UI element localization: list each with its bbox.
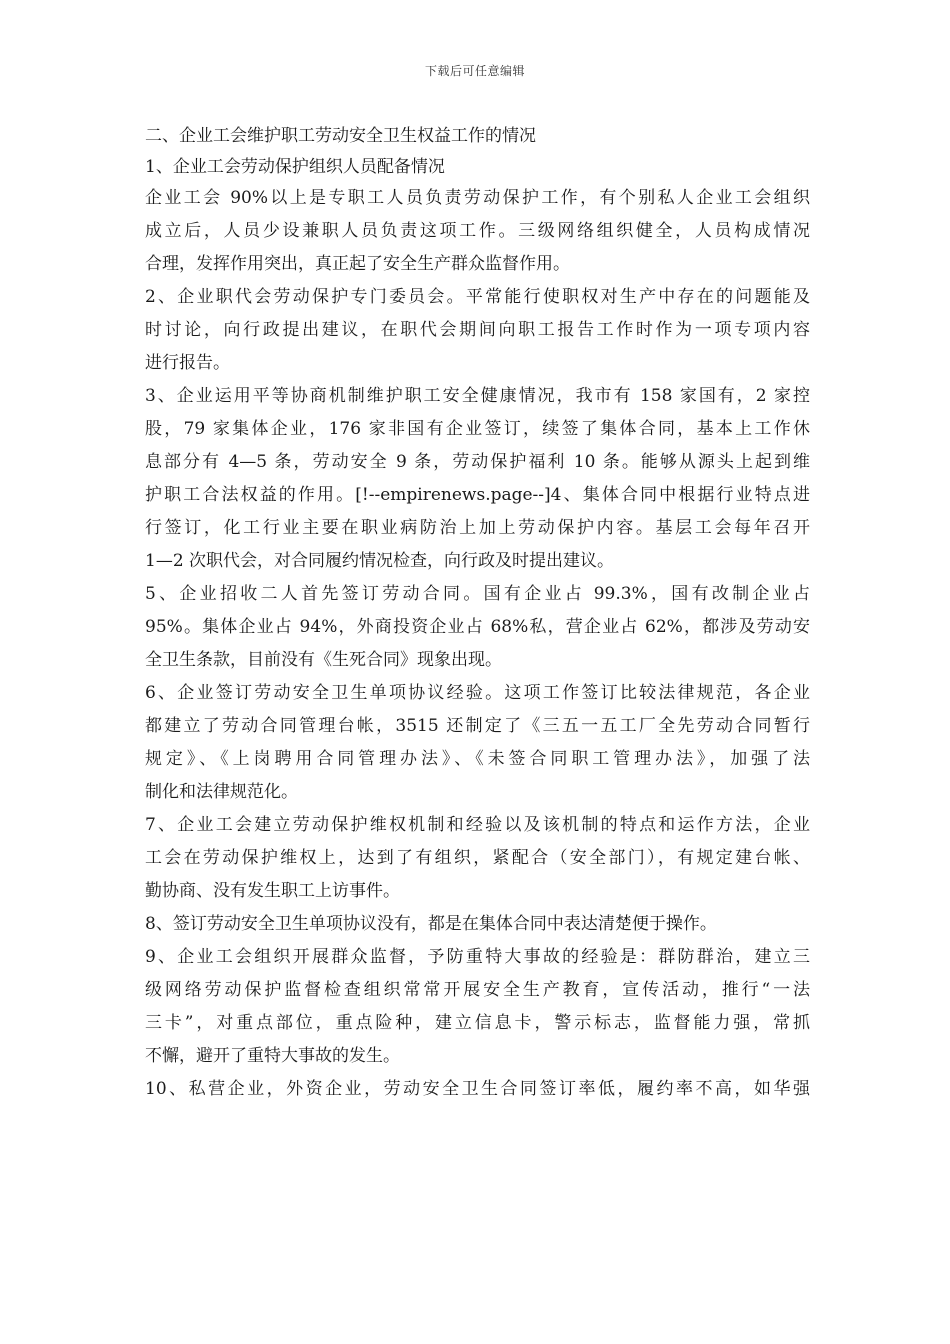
- body-line: 时讨论，向行政提出建议，在职代会期间向职工报告工作时作为一项专项内容: [145, 320, 810, 340]
- body-line: 95%。集体企业占 94%，外商投资企业占 68%私，营企业占 62%，都涉及劳动安: [145, 617, 810, 637]
- body-line: 6、企业签订劳动安全卫生单项协议经验。这项工作签订比较法律规范，各企业: [145, 683, 810, 703]
- document-body: [145, 124, 810, 1110]
- body-line: 都建立了劳动合同管理台帐，3515 还制定了《三五一五工厂全先劳动合同暂行: [145, 716, 810, 736]
- body-line: 勤协商、没有发生职工上访事件。: [145, 881, 400, 901]
- section-heading: 二、企业工会维护职工劳动安全卫生权益工作的情况: [145, 126, 536, 146]
- body-line: 规定》、《上岗聘用合同管理办法》、《未签合同职工管理办法》，加强了法: [145, 749, 810, 769]
- subheading-line: 1、企业工会劳动保护组织人员配备情况: [145, 157, 445, 177]
- body-line: 9、企业工会组织开展群众监督，予防重特大事故的经验是：群防群治，建立三: [145, 947, 810, 967]
- body-line: 3、企业运用平等协商机制维护职工安全健康情况，我市有 158 家国有，2 家控: [145, 386, 810, 406]
- body-line: 2、企业职代会劳动保护专门委员会。平常能行使职权对生产中存在的问题能及: [145, 287, 810, 307]
- page-header-note: 下载后可任意编辑: [424, 64, 525, 78]
- body-line: 制化和法律规范化。: [145, 782, 298, 802]
- body-line: 7、企业工会建立劳动保护维权机制和经验以及该机制的特点和运作方法，企业: [145, 815, 810, 835]
- body-line: 级网络劳动保护监督检查组织常常开展安全生产教育，宣传活动，推行“一法: [145, 980, 810, 1000]
- body-line: 股，79 家集体企业，176 家非国有企业签订，续签了集体合同，基本上工作休: [145, 419, 810, 439]
- body-line: 三卡”，对重点部位，重点险种，建立信息卡，警示标志，监督能力强，常抓: [145, 1013, 810, 1033]
- body-line: 1—2 次职代会，对合同履约情况检查，向行政及时提出建议。: [145, 551, 615, 571]
- body-line: 护职工合法权益的作用。[!--empirenews.page--]4、集体合同中根据行业特点进: [145, 485, 810, 505]
- body-line: 行签订，化工行业主要在职业病防治上加上劳动保护内容。基层工会每年召开: [145, 518, 810, 538]
- body-line: 10、私营企业，外资企业，劳动安全卫生合同签订率低，履约率不高，如华强: [145, 1079, 810, 1099]
- body-line: 企业工会 90%以上是专职工人员负责劳动保护工作，有个别私人企业工会组织: [145, 188, 810, 208]
- body-line: 息部分有 4—5 条，劳动安全 9 条，劳动保护福利 10 条。能够从源头上起到维: [145, 452, 810, 472]
- body-line: 工会在劳动保护维权上，达到了有组织，紧配合（安全部门），有规定建台帐、: [145, 848, 810, 868]
- body-line: 5、企业招收二人首先签订劳动合同。国有企业占 99.3%，国有改制企业占: [145, 584, 810, 604]
- body-line: 合理，发挥作用突出，真正起了安全生产群众监督作用。: [145, 254, 570, 274]
- body-line: 全卫生条款，目前没有《生死合同》现象出现。: [145, 650, 502, 670]
- body-line: 8、签订劳动安全卫生单项协议没有，都是在集体合同中表达清楚便于操作。: [145, 914, 717, 934]
- body-line: 成立后，人员少设兼职人员负责这项工作。三级网络组织健全，人员构成情况: [145, 221, 810, 241]
- body-line: 不懈，避开了重特大事故的发生。: [145, 1046, 400, 1066]
- body-line: 进行报告。: [145, 353, 230, 373]
